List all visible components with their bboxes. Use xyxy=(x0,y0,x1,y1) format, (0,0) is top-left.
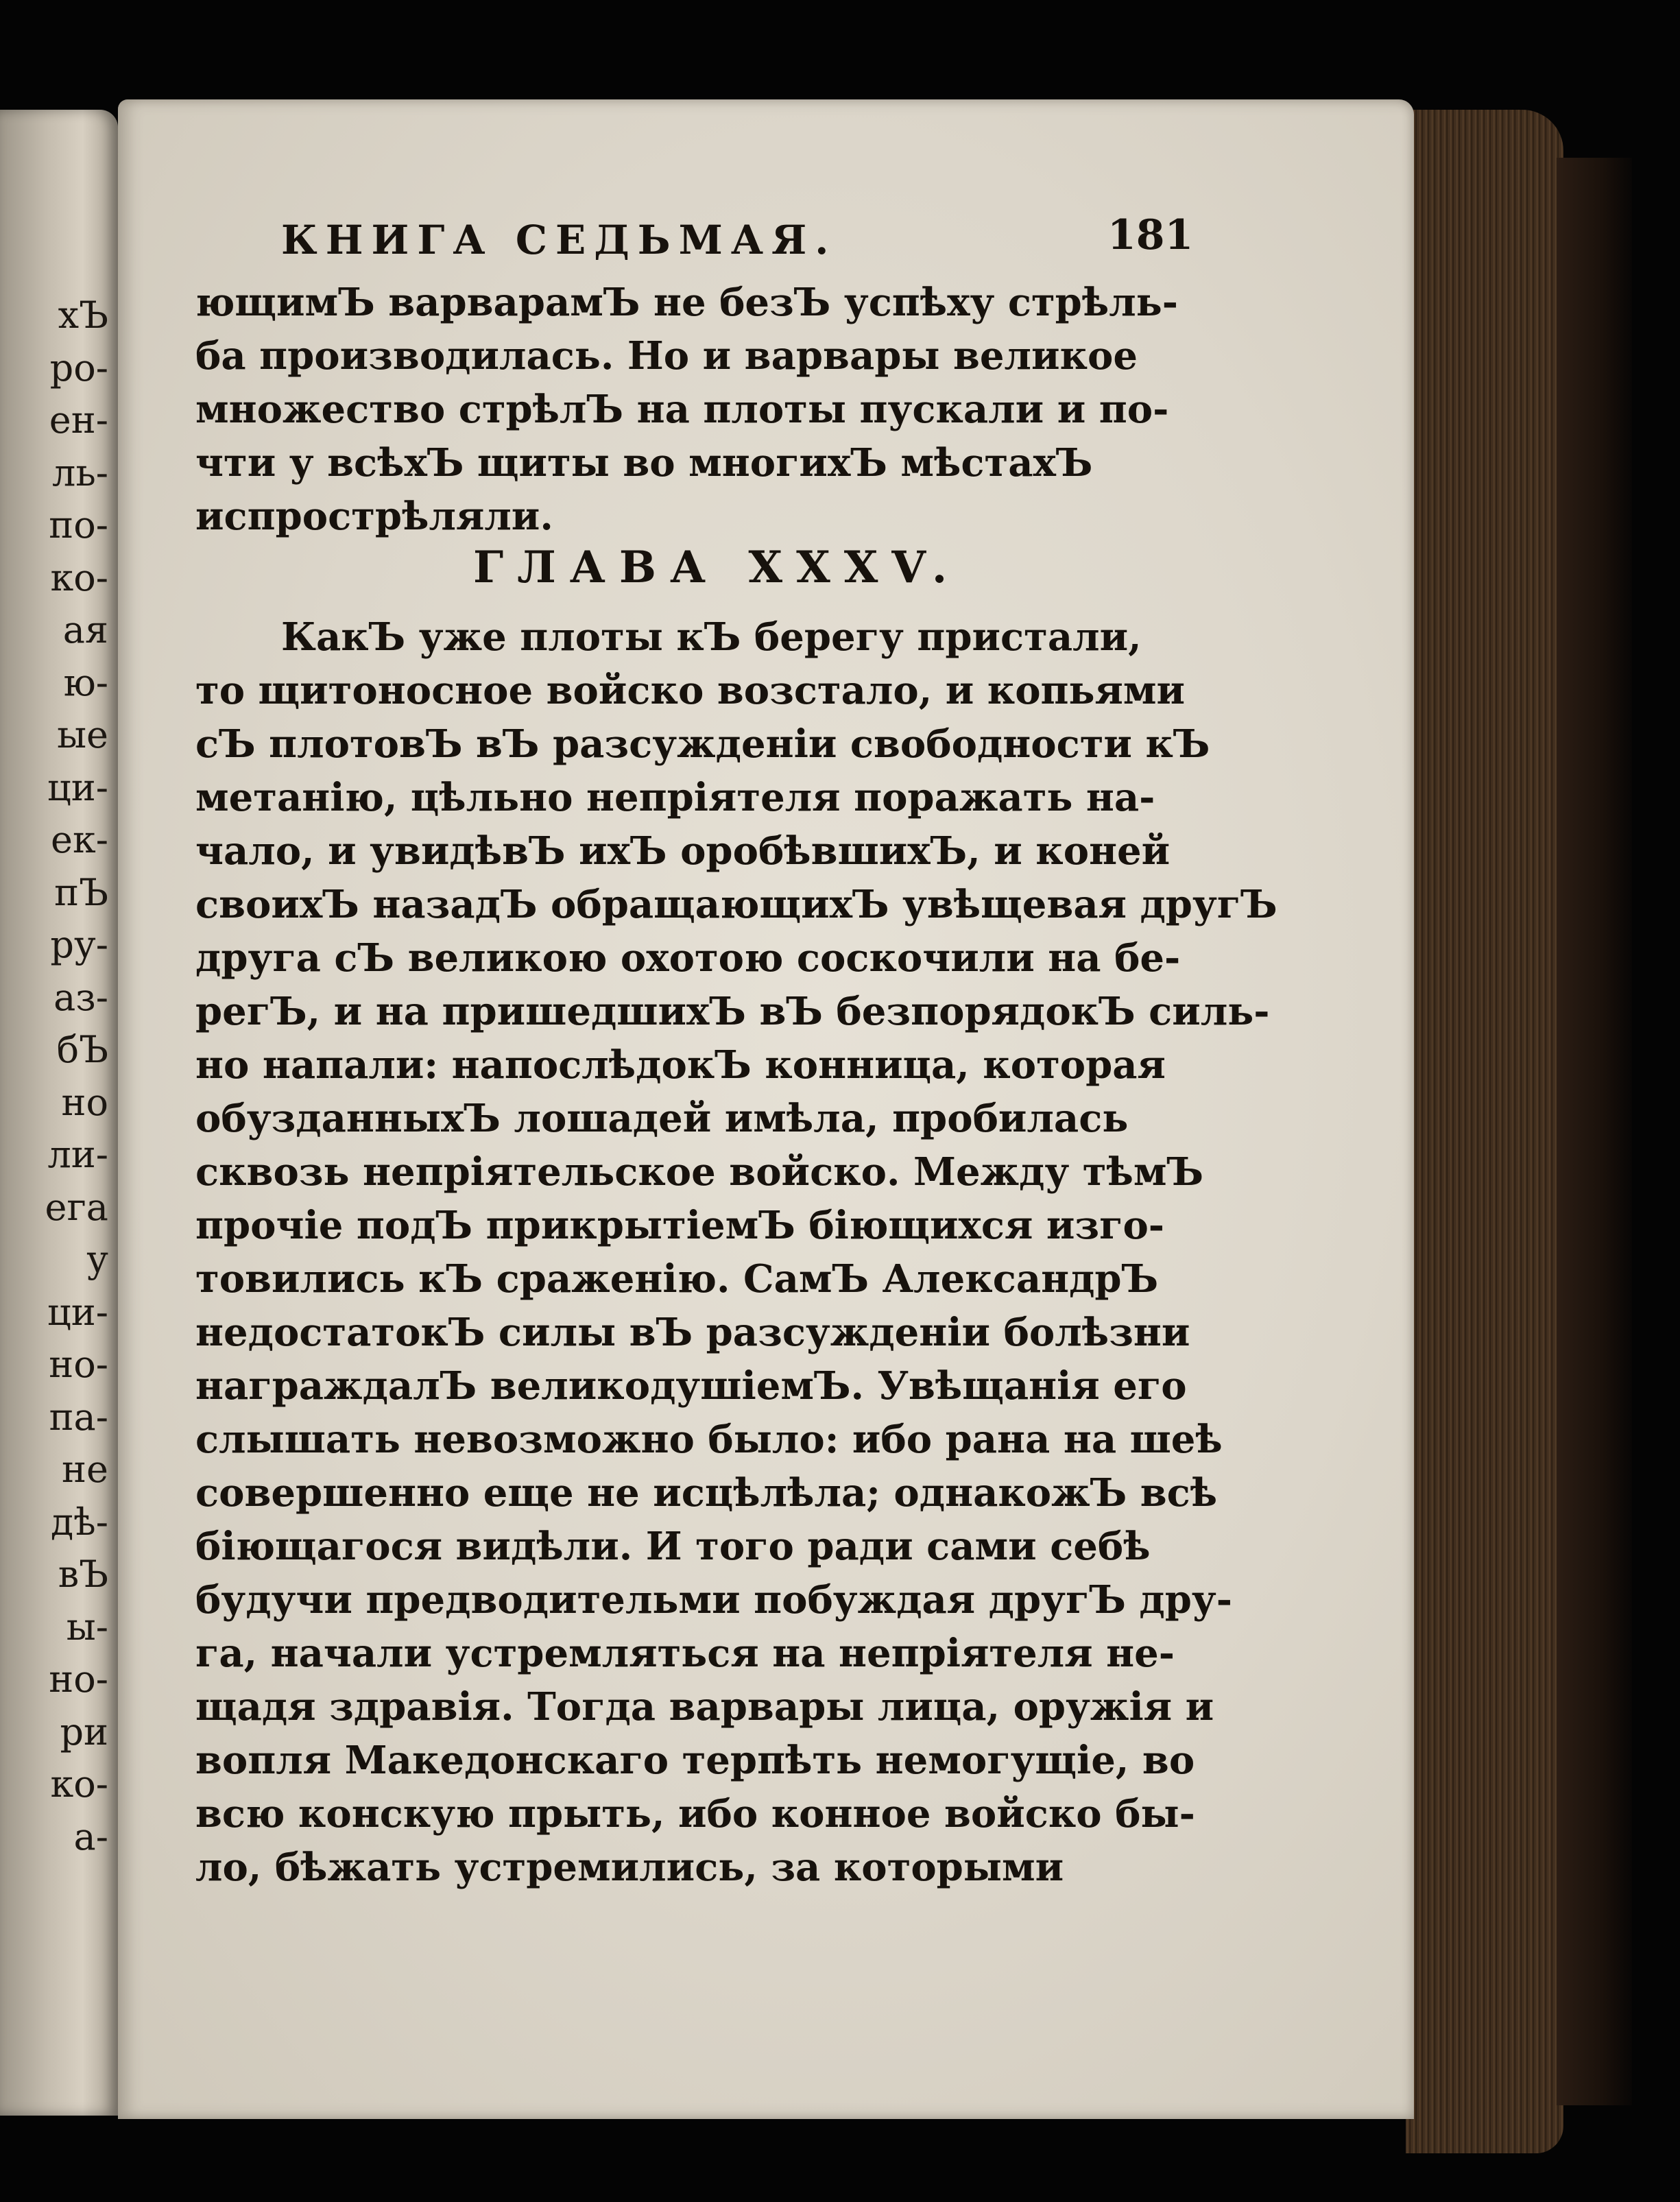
text-line: испрострѣляли. xyxy=(195,494,553,539)
text-line: КакЪ уже плоты кЪ берегу пристали, xyxy=(281,614,1142,660)
text-line: друга сЪ великою охотою соскочили на бе- xyxy=(195,935,1181,981)
text-line: щадя здравія. Тогда варвары лица, оружія и xyxy=(195,1684,1214,1730)
text-line: вопля Македонскаго терпѣть немогущіе, во xyxy=(195,1738,1195,1783)
text-line: чало, и увидѣвЪ ихЪ оробѣвшихЪ, и коней xyxy=(195,828,1171,874)
previous-page-fragment: у xyxy=(86,1238,108,1281)
previous-page-fragment: по- xyxy=(49,503,108,547)
previous-page-fragment: аз- xyxy=(53,975,108,1019)
text-line: товились кЪ сраженію. СамЪ АлександрЪ xyxy=(195,1256,1159,1302)
previous-page-fragment: вЪ xyxy=(58,1553,108,1596)
text-line: будучи предводительми побуждая другЪ дру- xyxy=(195,1577,1232,1623)
text-line: но напали: напослѣдокЪ конница, которая xyxy=(195,1042,1166,1088)
text-line: метанію, цѣльно непріятеля поражать на- xyxy=(195,775,1155,820)
text-line: ющимЪ варварамЪ не безЪ успѣху стрѣль- xyxy=(195,280,1178,325)
text-line: награждалЪ великодушіемЪ. Увѣщанія его xyxy=(195,1363,1187,1409)
previous-page-fragment: ен- xyxy=(49,398,108,442)
text-line: ба производилась. Но и варвары великое xyxy=(195,333,1138,379)
text-line: своихЪ назадЪ обращающихЪ увѣщевая другЪ xyxy=(195,882,1277,927)
previous-page-fragment: ю- xyxy=(63,660,108,704)
previous-page-fragment: ль- xyxy=(52,451,108,494)
previous-page-fragment: ко- xyxy=(50,555,108,599)
previous-page-fragment: но xyxy=(61,1080,108,1124)
text-line: га, начали устремляться на непріятеля не- xyxy=(195,1631,1175,1676)
previous-page-fragment: па- xyxy=(49,1395,108,1439)
previous-page-fragment: ы- xyxy=(66,1605,108,1649)
previous-page-fragment: а- xyxy=(73,1815,108,1858)
previous-page-fragment: ли- xyxy=(47,1133,108,1176)
previous-page-fragment: ро- xyxy=(49,346,108,390)
previous-page-fragment: но- xyxy=(49,1658,108,1701)
previous-page-fragment: ри xyxy=(60,1710,108,1754)
previous-page-fragment: дѣ- xyxy=(50,1500,108,1544)
previous-page-fragment: ко- xyxy=(50,1762,108,1806)
previous-page-fragment: хЪ xyxy=(58,294,108,337)
text-line: чти у всѣхЪ щиты во многихЪ мѣстахЪ xyxy=(195,440,1093,486)
previous-page-fragment: ек- xyxy=(51,818,108,861)
text-line: біющагося видѣли. И того ради сами себѣ xyxy=(195,1524,1151,1569)
previous-page-fragment: не xyxy=(62,1448,108,1491)
running-head: КНИГА СЕДЬМАЯ. xyxy=(281,217,837,263)
previous-page-fragment: бЪ xyxy=(56,1028,108,1071)
text-line: всю конскую прыть, ибо конное войско бы- xyxy=(195,1791,1195,1836)
previous-page-fragment: ру- xyxy=(50,923,108,966)
previous-page-fragment: ци- xyxy=(47,1290,108,1334)
previous-page-fragment: но- xyxy=(49,1343,108,1386)
previous-page-fragment: пЪ xyxy=(54,870,108,914)
book-cover-edge xyxy=(1557,158,1632,2105)
text-line: обузданныхЪ лошадей имѣла, пробилась xyxy=(195,1096,1129,1141)
text-line: регЪ, и на пришедшихЪ вЪ безпорядокЪ силь- xyxy=(195,989,1270,1034)
text-line: совершенно еще не исцѣлѣла; однакожЪ всѣ xyxy=(195,1470,1218,1516)
previous-page-fragment: ая xyxy=(62,608,108,651)
previous-page-fragment: ега xyxy=(45,1185,108,1229)
text-line: недостатокЪ силы вЪ разсужденіи болѣзни xyxy=(195,1310,1190,1355)
text-line: то щитоносное войско возстало, и копьями xyxy=(195,668,1186,713)
text-line: прочіе подЪ прикрытіемЪ біющихся изго- xyxy=(195,1203,1165,1248)
previous-page-fragment: ые xyxy=(57,713,108,756)
chapter-heading: ГЛАВА XXXV. xyxy=(473,542,961,593)
previous-page-fragment: ци- xyxy=(47,765,108,809)
page-block-edge xyxy=(1406,110,1563,2153)
previous-page-edge xyxy=(0,110,118,2116)
text-line: ло, бѣжать устремились, за которыми xyxy=(195,1845,1064,1890)
page-number: 181 xyxy=(1107,211,1194,259)
text-line: сквозь непріятельское войско. Между тѣмЪ xyxy=(195,1149,1204,1195)
text-line: сЪ плотовЪ вЪ разсужденіи свободности кЪ xyxy=(195,721,1210,767)
text-line: множество стрѣлЪ на плоты пускали и по- xyxy=(195,387,1169,432)
text-line: слышать невозможно было: ибо рана на шеѣ xyxy=(195,1417,1223,1462)
